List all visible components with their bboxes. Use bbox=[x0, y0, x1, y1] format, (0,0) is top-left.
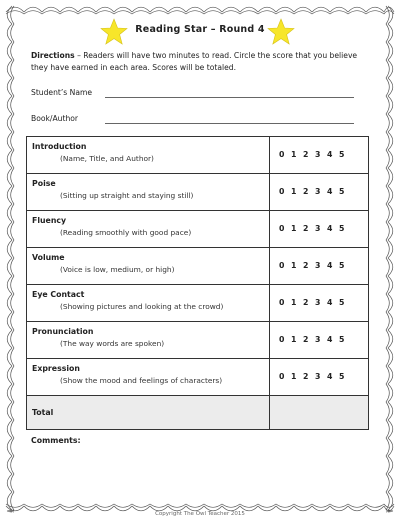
criterion-name: Expression bbox=[32, 364, 80, 373]
book-author-field[interactable] bbox=[31, 114, 376, 126]
criterion-name: Pronunciation bbox=[32, 327, 94, 336]
score-option[interactable]: 2 bbox=[303, 372, 309, 381]
criterion-name: Poise bbox=[32, 179, 56, 188]
score-option[interactable]: 5 bbox=[339, 150, 345, 159]
score-option[interactable]: 3 bbox=[315, 298, 321, 307]
score-option[interactable]: 3 bbox=[315, 150, 321, 159]
table-row bbox=[26, 173, 369, 211]
total-label: Total bbox=[32, 408, 54, 417]
criterion-name: Eye Contact bbox=[32, 290, 85, 299]
score-option[interactable]: 2 bbox=[303, 261, 309, 270]
score-option[interactable]: 4 bbox=[327, 187, 333, 196]
score-options bbox=[279, 187, 344, 196]
table-row bbox=[26, 247, 369, 285]
score-option[interactable]: 2 bbox=[303, 298, 309, 307]
score-cell bbox=[269, 285, 369, 322]
score-option[interactable]: 0 bbox=[279, 372, 285, 381]
criterion-name: Fluency bbox=[32, 216, 67, 225]
score-option[interactable]: 4 bbox=[327, 150, 333, 159]
score-option[interactable]: 0 bbox=[279, 150, 285, 159]
score-options bbox=[279, 261, 344, 270]
table-row bbox=[26, 358, 369, 396]
student-name-label: Student’s Name bbox=[31, 88, 93, 97]
score-options bbox=[279, 372, 344, 381]
star-icon bbox=[267, 18, 295, 46]
criterion-name: Volume bbox=[32, 253, 65, 262]
total-row bbox=[26, 395, 369, 430]
score-option[interactable]: 3 bbox=[315, 187, 321, 196]
score-option[interactable]: 1 bbox=[291, 298, 297, 307]
score-options bbox=[279, 298, 344, 307]
score-cell bbox=[269, 322, 369, 359]
score-cell bbox=[269, 248, 369, 285]
rubric-table bbox=[26, 136, 369, 442]
directions-body: – Readers will have two minutes to read. Circle the score that you believe they have earned in each area. Scores will be totaled. bbox=[31, 51, 358, 72]
table-row bbox=[26, 284, 369, 322]
score-option[interactable]: 2 bbox=[303, 187, 309, 196]
score-options bbox=[279, 224, 344, 233]
score-option[interactable]: 3 bbox=[315, 224, 321, 233]
criterion-description: (Reading smoothly with good pace) bbox=[60, 228, 192, 237]
score-option[interactable]: 5 bbox=[339, 335, 345, 344]
comments-label: Comments: bbox=[31, 436, 81, 445]
score-option[interactable]: 4 bbox=[327, 372, 333, 381]
directions-text bbox=[31, 50, 376, 74]
score-option[interactable]: 1 bbox=[291, 261, 297, 270]
score-cell bbox=[269, 137, 369, 174]
book-author-label: Book/Author bbox=[31, 114, 79, 123]
table-row bbox=[26, 321, 369, 359]
score-options bbox=[279, 150, 344, 159]
score-cell bbox=[269, 211, 369, 248]
criterion-description: (Sitting up straight and staying still) bbox=[60, 191, 194, 200]
score-cell bbox=[269, 359, 369, 396]
total-score-cell[interactable] bbox=[269, 396, 369, 429]
criterion-description: (Voice is low, medium, or high) bbox=[60, 265, 175, 274]
score-option[interactable]: 5 bbox=[339, 224, 345, 233]
score-option[interactable]: 0 bbox=[279, 187, 285, 196]
copyright-text: Copyright The Owl Teacher 2015 bbox=[155, 511, 245, 517]
score-option[interactable]: 4 bbox=[327, 335, 333, 344]
score-option[interactable]: 0 bbox=[279, 298, 285, 307]
criterion-description: (Showing pictures and looking at the crowd) bbox=[60, 302, 224, 311]
directions-label: Directions bbox=[31, 51, 75, 60]
table-row bbox=[26, 210, 369, 248]
score-option[interactable]: 3 bbox=[315, 372, 321, 381]
score-option[interactable]: 1 bbox=[291, 372, 297, 381]
page-title: Reading Star – Round 4 bbox=[135, 24, 265, 35]
score-option[interactable]: 5 bbox=[339, 372, 345, 381]
title-row bbox=[14, 18, 386, 48]
score-option[interactable]: 1 bbox=[291, 335, 297, 344]
score-option[interactable]: 5 bbox=[339, 261, 345, 270]
criterion-description: (Name, Title, and Author) bbox=[60, 154, 154, 163]
score-option[interactable]: 4 bbox=[327, 261, 333, 270]
score-option[interactable]: 1 bbox=[291, 150, 297, 159]
score-option[interactable]: 3 bbox=[315, 261, 321, 270]
student-name-line[interactable] bbox=[105, 97, 354, 98]
score-option[interactable]: 2 bbox=[303, 150, 309, 159]
book-author-line[interactable] bbox=[105, 123, 354, 124]
score-option[interactable]: 4 bbox=[327, 298, 333, 307]
score-option[interactable]: 2 bbox=[303, 224, 309, 233]
score-option[interactable]: 4 bbox=[327, 224, 333, 233]
criterion-description: (The way words are spoken) bbox=[60, 339, 165, 348]
score-option[interactable]: 0 bbox=[279, 261, 285, 270]
score-option[interactable]: 0 bbox=[279, 335, 285, 344]
table-row bbox=[26, 136, 369, 174]
criterion-name: Introduction bbox=[32, 142, 87, 151]
criterion-description: (Show the mood and feelings of characters) bbox=[60, 376, 223, 385]
score-option[interactable]: 2 bbox=[303, 335, 309, 344]
student-name-field[interactable] bbox=[31, 88, 376, 100]
score-option[interactable]: 1 bbox=[291, 224, 297, 233]
score-option[interactable]: 5 bbox=[339, 187, 345, 196]
score-options bbox=[279, 335, 344, 344]
score-option[interactable]: 3 bbox=[315, 335, 321, 344]
score-option[interactable]: 0 bbox=[279, 224, 285, 233]
score-cell bbox=[269, 174, 369, 211]
rubric-page bbox=[14, 12, 386, 502]
score-option[interactable]: 1 bbox=[291, 187, 297, 196]
score-option[interactable]: 5 bbox=[339, 298, 345, 307]
